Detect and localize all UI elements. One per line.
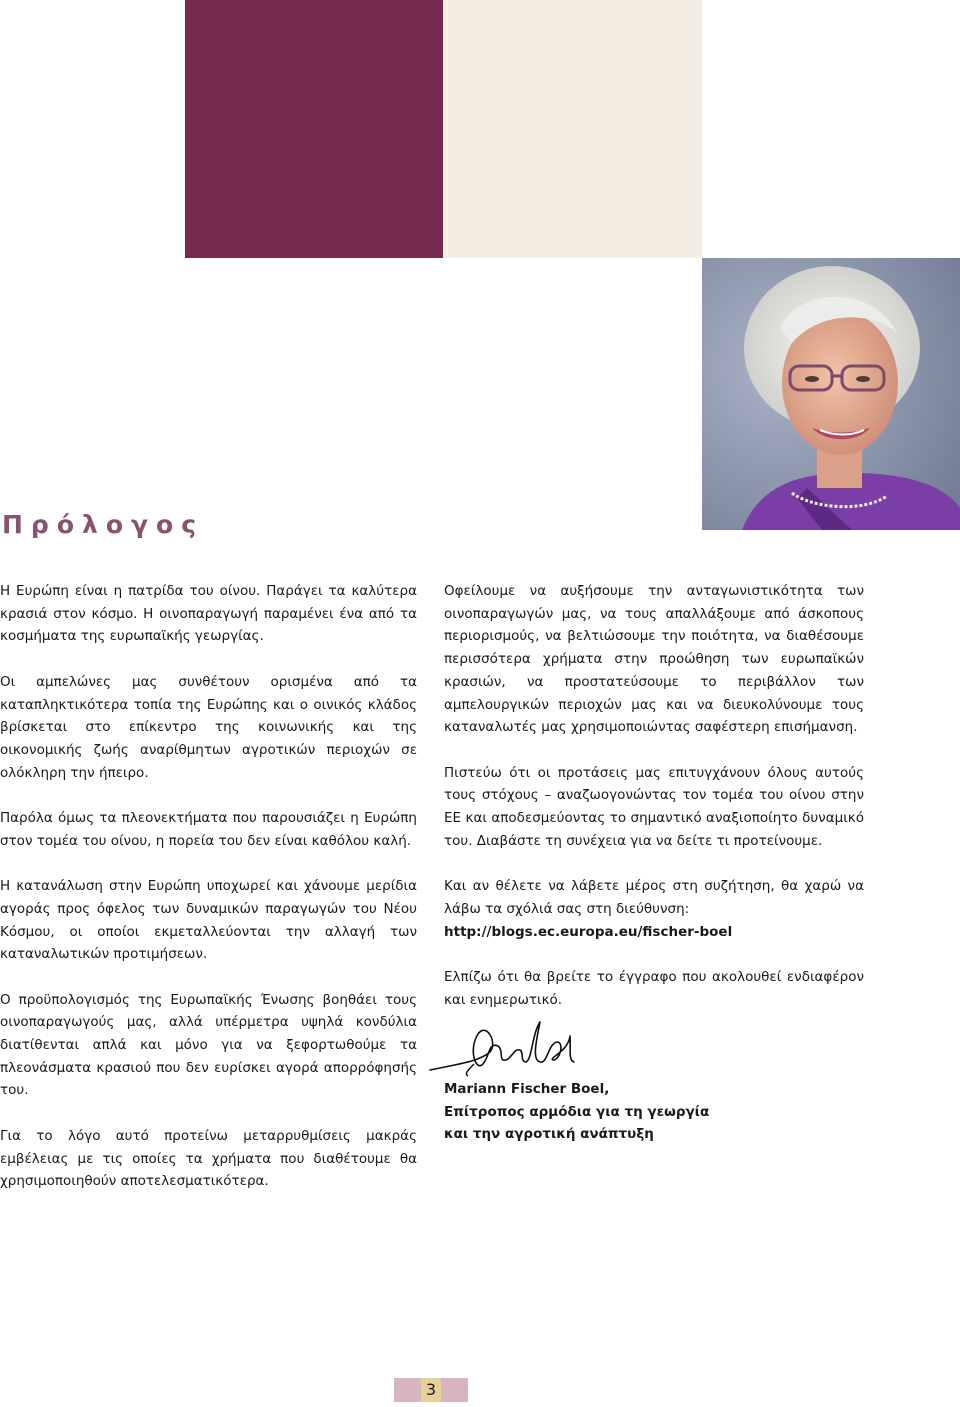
page-number-badge xyxy=(394,1378,468,1402)
paragraph: Οφείλουμε να αυξήσουμε την ανταγωνιστικότητα των οινοπαραγωγών μας, να τους απαλλάξουμε από άσκοπους περιορισμούς, να βελτιώσουμε την ποιότητα, να διαθέσουμε περισσότερα χρήματα στην προώθηση των ευρωπαϊκών κρασιών, να προστατεύσουμε το περιβάλλον των αμπελουργικών περιοχών μας και να διευκολύνουμε τους καταναλωτές μας χρησιμοποιώντας σαφέστερη επισήμανση. xyxy=(444,583,864,736)
paragraph: Η Ευρώπη είναι η πατρίδα του οίνου. Παράγει τα καλύτερα κρασιά στον κόσμο. Η οινοπαραγωγή παραμένει ένα από τα κοσμήματα της ευρωπαϊκής γεωργίας. xyxy=(0,583,417,645)
paragraph: Η κατανάλωση στην Ευρώπη υποχωρεί και χάνουμε μερίδια αγοράς προς όφελος των δυναμικών παραγωγών του Νέου Κόσμου, οι οποίοι εκμεταλλεύονται την αλλαγή των καταναλωτικών προτιμήσεων. xyxy=(0,878,417,963)
paragraph: Πιστεύω ότι οι προτάσεις μας επιτυγχάνουν όλους αυτούς τους στόχους – αναζωογονώντας τον τομέα του οίνου στην ΕΕ και αποδεσμεύοντας το σημαντικό αναξιοποίητο δυναμικό του. Διαβάστε τη συνέχεια για να δείτε τι προτείνουμε. xyxy=(444,764,864,849)
paragraph: Παρόλα όμως τα πλεονεκτήματα που παρουσιάζει η Ευρώπη στον τομέα του οίνου, η πορεία του δεν είναι καθόλου καλή. xyxy=(0,810,417,849)
signer-role: Επίτροπος αρμόδια για τη γεωργία xyxy=(444,1103,710,1120)
signature-scribble xyxy=(428,1012,578,1082)
signoff xyxy=(444,1078,864,1146)
decorative-plum-block xyxy=(185,0,443,258)
page-badge-left-band xyxy=(394,1378,421,1402)
portrait-photo xyxy=(702,258,960,530)
blog-link[interactable]: http://blogs.ec.europa.eu/fischer-boel xyxy=(444,923,733,940)
page-badge-right-band xyxy=(441,1378,468,1402)
page-title: Πρόλογος xyxy=(2,510,205,539)
left-column xyxy=(0,580,417,1216)
signer-name: Mariann Fischer Boel, xyxy=(444,1081,610,1097)
paragraph-text: Και αν θέλετε να λάβετε μέρος στη συζήτηση, θα χαρώ να λάβω τα σχόλιά σας στη διεύθυνση: xyxy=(444,878,864,917)
right-column xyxy=(444,580,864,1034)
paragraph: Για το λόγο αυτό προτείνω μεταρρυθμίσεις μακράς εμβέλειας με τις οποίες τα χρήματα που διαθέτουμε θα χρησιμοποιηθούν αποτελεσματικότερα. xyxy=(0,1127,417,1190)
page-number: 3 xyxy=(421,1378,441,1402)
paragraph-with-link xyxy=(444,875,864,943)
decorative-cream-block xyxy=(443,0,702,258)
signer-role-continued: και την αγροτική ανάπτυξη xyxy=(444,1126,654,1143)
closing-paragraph: Ελπίζω ότι θα βρείτε το έγγραφο που ακολουθεί ενδιαφέρον και ενημερωτικό. xyxy=(444,968,864,1008)
paragraph: Ο προϋπολογισμός της Ευρωπαϊκής Ένωσης βοηθάει τους οινοπαραγωγούς μας, αλλά υπέρμετρα υψηλά κονδύλια διατίθενται απλά και μόνο για να ξεφορτωθούμε τα πλεονάσματα κρασιού που δεν ευρίσκει αγορά απορρόφησής του. xyxy=(0,991,417,1099)
paragraph: Οι αμπελώνες μας συνθέτουν ορισμένα από τα καταπληκτικότερα τοπία της Ευρώπης και ο οινικός κλάδος βρίσκεται στο επίκεντρο της κοινωνικής και της οικονομικής ζωής αναρίθμητων αγροτικών περιοχών σε ολόκληρη την ήπειρο. xyxy=(0,673,417,781)
